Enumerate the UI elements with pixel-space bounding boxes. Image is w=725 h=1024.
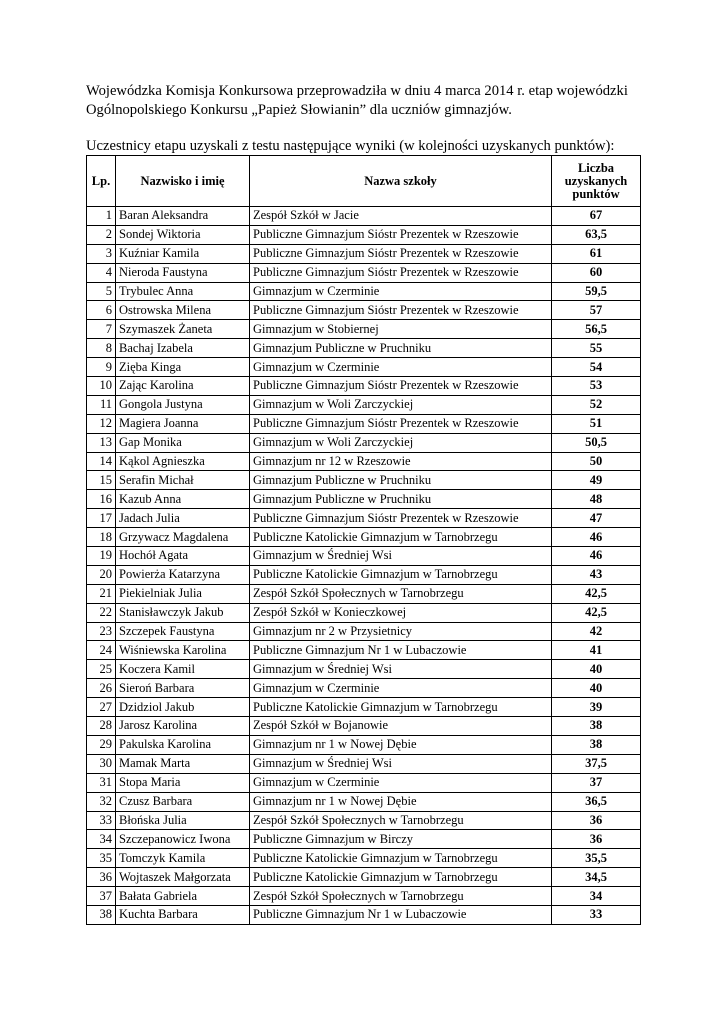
- cell-name: Tomczyk Kamila: [116, 849, 250, 868]
- cell-school: Publiczne Katolickie Gimnazjum w Tarnobrzegu: [250, 565, 552, 584]
- cell-school: Publiczne Katolickie Gimnazjum w Tarnobrzegu: [250, 849, 552, 868]
- header-points-line: punktów: [572, 186, 620, 201]
- cell-name: Gap Monika: [116, 433, 250, 452]
- cell-name: Bachaj Izabela: [116, 339, 250, 358]
- cell-lp: 35: [87, 849, 116, 868]
- cell-points: 50: [552, 452, 641, 471]
- table-row: [87, 679, 641, 698]
- cell-points: 55: [552, 339, 641, 358]
- cell-school: Publiczne Gimnazjum Sióstr Prezentek w Rzeszowie: [250, 377, 552, 396]
- cell-name: Ostrowska Milena: [116, 301, 250, 320]
- cell-lp: 18: [87, 528, 116, 547]
- cell-name: Bałata Gabriela: [116, 887, 250, 906]
- table-row: [87, 565, 641, 584]
- cell-points: 34,5: [552, 868, 641, 887]
- cell-lp: 8: [87, 339, 116, 358]
- cell-points: 67: [552, 207, 641, 226]
- cell-school: Gimnazjum Publiczne w Pruchniku: [250, 339, 552, 358]
- table-row: [87, 698, 641, 717]
- cell-points: 38: [552, 717, 641, 736]
- cell-points: 51: [552, 414, 641, 433]
- cell-points: 36: [552, 811, 641, 830]
- cell-lp: 4: [87, 263, 116, 282]
- cell-points: 36,5: [552, 792, 641, 811]
- cell-points: 42,5: [552, 584, 641, 603]
- cell-school: Gimnazjum nr 1 w Nowej Dębie: [250, 735, 552, 754]
- intro-paragraph: Wojewódzka Komisja Konkursowa przeprowadziła w dniu 4 marca 2014 r. etap wojewódzki Ogólnopolskiego Konkursu „Papież Słowianin” dla uczniów gimnazjów.: [86, 83, 628, 118]
- cell-school: Publiczne Gimnazjum w Birczy: [250, 830, 552, 849]
- cell-lp: 31: [87, 773, 116, 792]
- table-row: [87, 584, 641, 603]
- cell-school: Gimnazjum w Czerminie: [250, 282, 552, 301]
- cell-name: Błońska Julia: [116, 811, 250, 830]
- cell-points: 48: [552, 490, 641, 509]
- cell-school: Publiczne Gimnazjum Sióstr Prezentek w Rzeszowie: [250, 301, 552, 320]
- cell-name: Szczepek Faustyna: [116, 622, 250, 641]
- cell-name: Szymaszek Żaneta: [116, 320, 250, 339]
- cell-lp: 30: [87, 754, 116, 773]
- cell-lp: 17: [87, 509, 116, 528]
- table-row: [87, 528, 641, 547]
- table-row: [87, 717, 641, 736]
- table-row: [87, 471, 641, 490]
- cell-points: 53: [552, 377, 641, 396]
- cell-school: Publiczne Gimnazjum Sióstr Prezentek w Rzeszowie: [250, 509, 552, 528]
- cell-lp: 28: [87, 717, 116, 736]
- table-row: [87, 433, 641, 452]
- cell-school: Publiczne Gimnazjum Sióstr Prezentek w Rzeszowie: [250, 263, 552, 282]
- cell-points: 61: [552, 244, 641, 263]
- cell-school: Publiczne Katolickie Gimnazjum w Tarnobrzegu: [250, 698, 552, 717]
- table-row: [87, 225, 641, 244]
- cell-name: Magiera Joanna: [116, 414, 250, 433]
- cell-school: Publiczne Gimnazjum Nr 1 w Lubaczowie: [250, 905, 552, 924]
- cell-points: 37: [552, 773, 641, 792]
- cell-name: Nieroda Faustyna: [116, 263, 250, 282]
- cell-school: Gimnazjum w Średniej Wsi: [250, 660, 552, 679]
- table-row: [87, 320, 641, 339]
- cell-points: 43: [552, 565, 641, 584]
- cell-name: Kuźniar Kamila: [116, 244, 250, 263]
- cell-school: Gimnazjum w Stobiernej: [250, 320, 552, 339]
- cell-points: 59,5: [552, 282, 641, 301]
- cell-school: Zespół Szkół w Konieczkowej: [250, 603, 552, 622]
- cell-name: Dzidziol Jakub: [116, 698, 250, 717]
- cell-lp: 36: [87, 868, 116, 887]
- table-row: [87, 358, 641, 377]
- cell-name: Szczepanowicz Iwona: [116, 830, 250, 849]
- cell-lp: 5: [87, 282, 116, 301]
- cell-lp: 32: [87, 792, 116, 811]
- cell-school: Gimnazjum w Czerminie: [250, 358, 552, 377]
- table-header-row: [87, 156, 641, 207]
- cell-name: Stopa Maria: [116, 773, 250, 792]
- cell-school: Gimnazjum nr 1 w Nowej Dębie: [250, 792, 552, 811]
- cell-points: 46: [552, 528, 641, 547]
- table-row: [87, 792, 641, 811]
- cell-name: Kuchta Barbara: [116, 905, 250, 924]
- cell-name: Jadach Julia: [116, 509, 250, 528]
- cell-name: Koczera Kamil: [116, 660, 250, 679]
- cell-name: Kazub Anna: [116, 490, 250, 509]
- cell-points: 33: [552, 905, 641, 924]
- cell-lp: 26: [87, 679, 116, 698]
- cell-points: 41: [552, 641, 641, 660]
- cell-points: 35,5: [552, 849, 641, 868]
- cell-school: Zespół Szkół Społecznych w Tarnobrzegu: [250, 811, 552, 830]
- cell-name: Sondej Wiktoria: [116, 225, 250, 244]
- table-row: [87, 282, 641, 301]
- cell-name: Stanisławczyk Jakub: [116, 603, 250, 622]
- cell-lp: 15: [87, 471, 116, 490]
- cell-name: Jarosz Karolina: [116, 717, 250, 736]
- table-row: [87, 603, 641, 622]
- cell-points: 42,5: [552, 603, 641, 622]
- cell-name: Wiśniewska Karolina: [116, 641, 250, 660]
- cell-school: Publiczne Gimnazjum Sióstr Prezentek w Rzeszowie: [250, 414, 552, 433]
- cell-lp: 29: [87, 735, 116, 754]
- cell-lp: 24: [87, 641, 116, 660]
- cell-points: 49: [552, 471, 641, 490]
- cell-school: Gimnazjum w Woli Zarczyckiej: [250, 395, 552, 414]
- cell-lp: 23: [87, 622, 116, 641]
- cell-lp: 6: [87, 301, 116, 320]
- table-row: [87, 773, 641, 792]
- cell-lp: 34: [87, 830, 116, 849]
- cell-name: Serafin Michał: [116, 471, 250, 490]
- cell-name: Wojtaszek Małgorzata: [116, 868, 250, 887]
- table-row: [87, 509, 641, 528]
- table-row: [87, 339, 641, 358]
- cell-points: 39: [552, 698, 641, 717]
- cell-points: 50,5: [552, 433, 641, 452]
- cell-lp: 10: [87, 377, 116, 396]
- cell-lp: 7: [87, 320, 116, 339]
- cell-points: 56,5: [552, 320, 641, 339]
- table-row: [87, 849, 641, 868]
- table-row: [87, 887, 641, 906]
- cell-school: Gimnazjum nr 2 w Przysietnicy: [250, 622, 552, 641]
- cell-school: Zespół Szkół w Bojanowie: [250, 717, 552, 736]
- header-school: Nazwa szkoły: [250, 156, 552, 207]
- table-row: [87, 547, 641, 566]
- table-row: [87, 263, 641, 282]
- header-points-line: Liczba: [577, 160, 615, 175]
- cell-lp: 19: [87, 547, 116, 566]
- cell-name: Kąkol Agnieszka: [116, 452, 250, 471]
- cell-name: Grzywacz Magdalena: [116, 528, 250, 547]
- table-row: [87, 754, 641, 773]
- cell-school: Gimnazjum Publiczne w Pruchniku: [250, 471, 552, 490]
- cell-lp: 14: [87, 452, 116, 471]
- table-row: [87, 452, 641, 471]
- cell-name: Gongola Justyna: [116, 395, 250, 414]
- cell-lp: 16: [87, 490, 116, 509]
- table-row: [87, 301, 641, 320]
- header-lp: Lp.: [87, 156, 116, 207]
- cell-school: Publiczne Gimnazjum Sióstr Prezentek w Rzeszowie: [250, 225, 552, 244]
- cell-name: Piekielniak Julia: [116, 584, 250, 603]
- cell-points: 46: [552, 547, 641, 566]
- cell-lp: 3: [87, 244, 116, 263]
- cell-school: Gimnazjum w Czerminie: [250, 679, 552, 698]
- cell-points: 57: [552, 301, 641, 320]
- cell-name: Zięba Kinga: [116, 358, 250, 377]
- cell-name: Mamak Marta: [116, 754, 250, 773]
- cell-lp: 12: [87, 414, 116, 433]
- cell-name: Trybulec Anna: [116, 282, 250, 301]
- cell-points: 36: [552, 830, 641, 849]
- table-row: [87, 377, 641, 396]
- cell-points: 52: [552, 395, 641, 414]
- cell-points: 47: [552, 509, 641, 528]
- table-row: [87, 395, 641, 414]
- cell-points: 63,5: [552, 225, 641, 244]
- cell-school: Zespół Szkół Społecznych w Tarnobrzegu: [250, 584, 552, 603]
- table-row: [87, 868, 641, 887]
- cell-lp: 22: [87, 603, 116, 622]
- cell-lp: 25: [87, 660, 116, 679]
- cell-points: 34: [552, 887, 641, 906]
- cell-school: Publiczne Gimnazjum Sióstr Prezentek w Rzeszowie: [250, 244, 552, 263]
- cell-name: Pakulska Karolina: [116, 735, 250, 754]
- cell-lp: 1: [87, 207, 116, 226]
- cell-school: Gimnazjum nr 12 w Rzeszowie: [250, 452, 552, 471]
- cell-lp: 38: [87, 905, 116, 924]
- table-lead-text: Uczestnicy etapu uzyskali z testu następujące wyniki (w kolejności uzyskanych punktów):: [86, 138, 615, 154]
- table-row: [87, 660, 641, 679]
- cell-lp: 20: [87, 565, 116, 584]
- cell-lp: 13: [87, 433, 116, 452]
- table-row: [87, 207, 641, 226]
- cell-points: 40: [552, 660, 641, 679]
- cell-points: 38: [552, 735, 641, 754]
- cell-school: Zespół Szkół Społecznych w Tarnobrzegu: [250, 887, 552, 906]
- cell-school: Gimnazjum w Woli Zarczyckiej: [250, 433, 552, 452]
- table-row: [87, 905, 641, 924]
- table-row: [87, 414, 641, 433]
- results-table: [86, 155, 641, 925]
- cell-points: 40: [552, 679, 641, 698]
- cell-school: Gimnazjum Publiczne w Pruchniku: [250, 490, 552, 509]
- cell-lp: 9: [87, 358, 116, 377]
- cell-lp: 37: [87, 887, 116, 906]
- cell-name: Baran Aleksandra: [116, 207, 250, 226]
- cell-lp: 33: [87, 811, 116, 830]
- cell-name: Hochół Agata: [116, 547, 250, 566]
- cell-lp: 27: [87, 698, 116, 717]
- cell-points: 54: [552, 358, 641, 377]
- cell-points: 42: [552, 622, 641, 641]
- cell-lp: 11: [87, 395, 116, 414]
- cell-lp: 2: [87, 225, 116, 244]
- cell-name: Powierża Katarzyna: [116, 565, 250, 584]
- cell-school: Gimnazjum w Średniej Wsi: [250, 754, 552, 773]
- table-row: [87, 244, 641, 263]
- table-row: [87, 811, 641, 830]
- header-points-line: uzyskanych: [564, 173, 628, 188]
- header-points: [552, 156, 641, 207]
- header-name: Nazwisko i imię: [116, 156, 250, 207]
- cell-school: Gimnazjum w Czerminie: [250, 773, 552, 792]
- table-row: [87, 830, 641, 849]
- cell-name: Czusz Barbara: [116, 792, 250, 811]
- cell-lp: 21: [87, 584, 116, 603]
- cell-points: 60: [552, 263, 641, 282]
- table-row: [87, 735, 641, 754]
- cell-school: Gimnazjum w Średniej Wsi: [250, 547, 552, 566]
- table-row: [87, 641, 641, 660]
- cell-school: Publiczne Katolickie Gimnazjum w Tarnobrzegu: [250, 868, 552, 887]
- table-row: [87, 622, 641, 641]
- cell-name: Sieroń Barbara: [116, 679, 250, 698]
- cell-school: Publiczne Katolickie Gimnazjum w Tarnobrzegu: [250, 528, 552, 547]
- cell-school: Zespół Szkół w Jacie: [250, 207, 552, 226]
- cell-name: Zając Karolina: [116, 377, 250, 396]
- table-row: [87, 490, 641, 509]
- cell-points: 37,5: [552, 754, 641, 773]
- cell-school: Publiczne Gimnazjum Nr 1 w Lubaczowie: [250, 641, 552, 660]
